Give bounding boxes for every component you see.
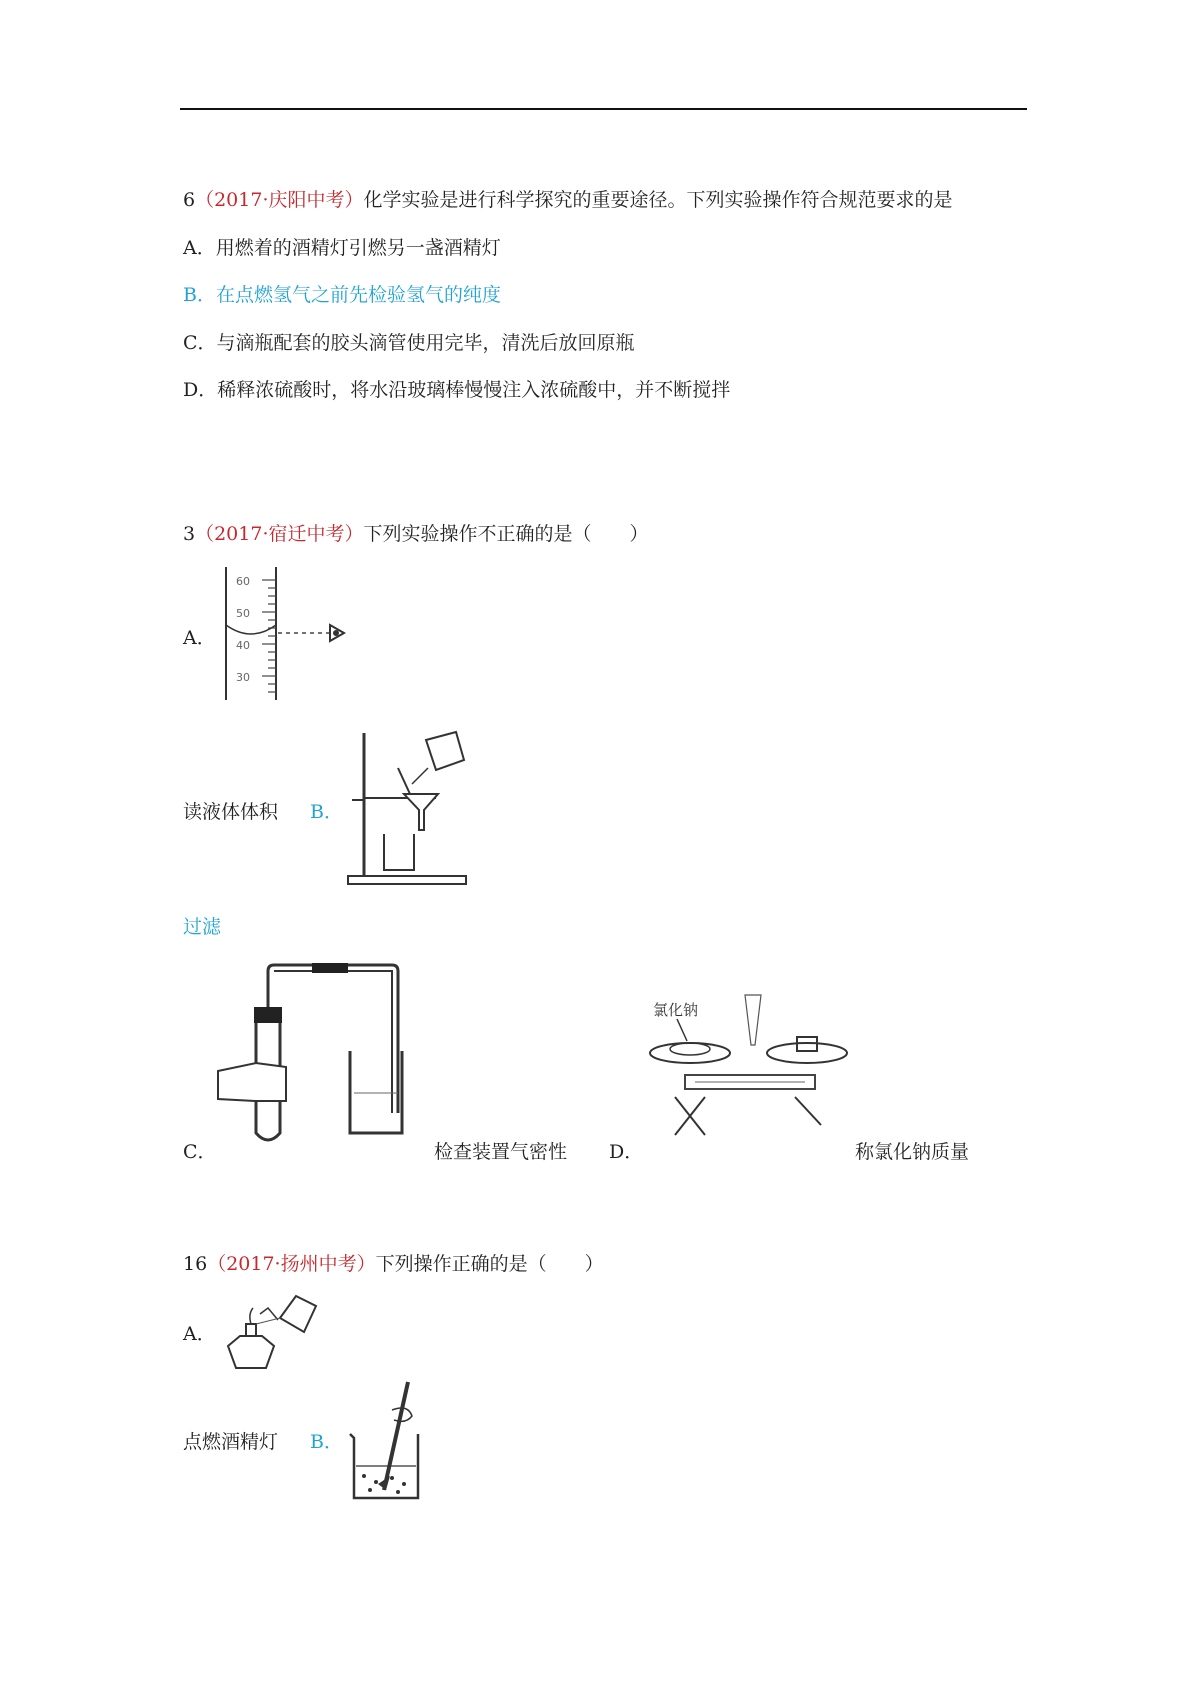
tick-label: 50 — [236, 607, 250, 620]
balance-label: 氯化钠 — [653, 1001, 699, 1019]
question-text: 化学实验是进行科学探究的重要途径。下列实验操作符合规范要求的是 — [363, 189, 953, 211]
question-number: 16 — [183, 1253, 208, 1275]
option-b-caption: 过滤 — [183, 916, 222, 938]
question-number: 3 — [183, 523, 196, 545]
question-source: （2017·庆阳中考） — [195, 189, 364, 211]
option-b-label: B． — [310, 1431, 343, 1453]
header-rule — [180, 108, 1027, 110]
option-a-label: A． — [183, 627, 216, 649]
alcohol-lamp-figure — [220, 1288, 322, 1376]
question-6-stem — [183, 188, 953, 212]
option-c-caption: 检查装置气密性 — [434, 1141, 568, 1163]
tick-label: 60 — [236, 575, 250, 588]
question-text: 下列实验操作不正确的是（ ） — [363, 523, 649, 545]
graduated-cylinder-figure — [218, 565, 358, 705]
question-source: （2017·扬州中考） — [207, 1253, 376, 1275]
option-c-label: C． — [183, 1141, 217, 1163]
airtightness-figure — [216, 963, 426, 1153]
option-b-label: B． — [310, 801, 343, 823]
option-a-label: A． — [183, 1323, 216, 1345]
question-3-stem — [183, 522, 649, 546]
filtration-figure — [346, 728, 476, 888]
option-c: C．与滴瓶配套的胶头滴管使用完毕，清洗后放回原瓶 — [183, 332, 635, 354]
option-d: D．稀释浓硫酸时，将水沿玻璃棒慢慢注入浓硫酸中，并不断搅拌 — [183, 379, 731, 401]
question-number: 6 — [183, 189, 196, 211]
question-text: 下列操作正确的是（ ） — [375, 1253, 604, 1275]
option-a-caption: 读液体体积 — [183, 801, 279, 823]
question-16-stem — [183, 1252, 604, 1276]
option-a-caption: 点燃酒精灯 — [183, 1431, 279, 1453]
tick-label: 30 — [236, 671, 250, 684]
tick-label: 40 — [236, 639, 250, 652]
balance-figure — [645, 985, 855, 1150]
option-d-caption: 称氯化钠质量 — [855, 1141, 970, 1163]
question-source: （2017·宿迁中考） — [195, 523, 364, 545]
stirring-beaker-figure — [346, 1380, 426, 1505]
option-d-label: D． — [609, 1141, 644, 1163]
option-b-answer: B．在点燃氢气之前先检验氢气的纯度 — [183, 284, 501, 306]
option-a: A．用燃着的酒精灯引燃另一盏酒精灯 — [183, 237, 501, 259]
